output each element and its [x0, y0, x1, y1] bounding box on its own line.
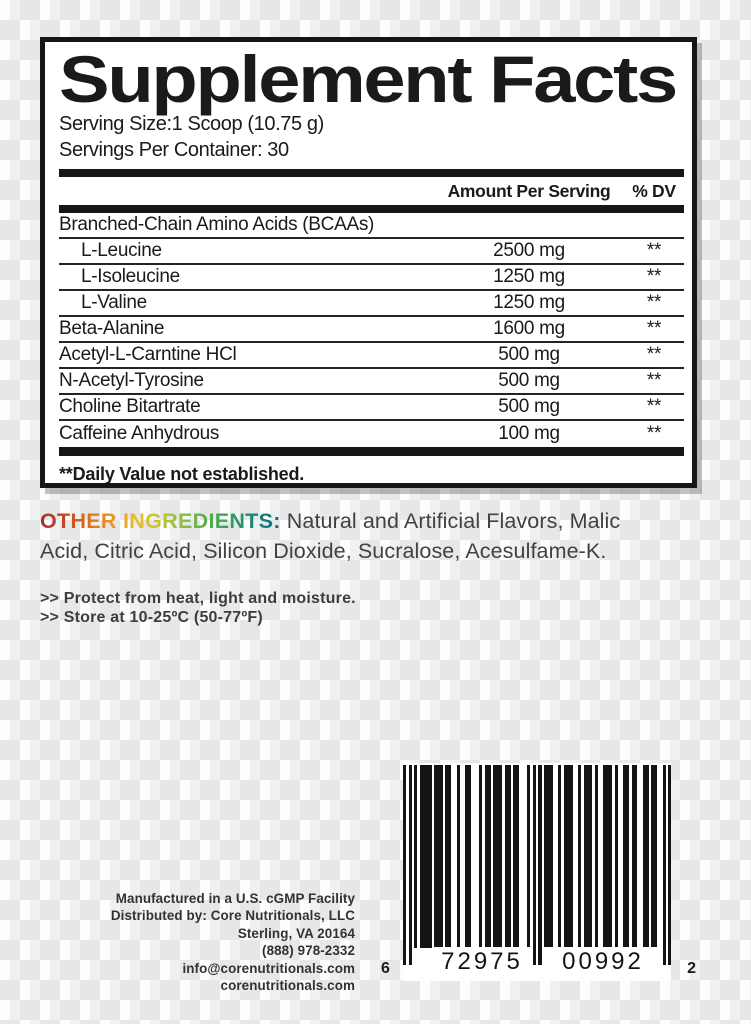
ingredient-amount: 500 mg [498, 370, 560, 391]
distributor-line: Distributed by: Core Nutritionals, LLC [110, 908, 355, 924]
ingredient-name: Choline Bitartrate [59, 396, 201, 417]
ingredient-amount: 1250 mg [493, 266, 565, 287]
dv-footnote: **Daily Value not established. [59, 464, 305, 484]
ingredient-dv: ** [646, 344, 662, 365]
ingredient-amount: 100 mg [498, 423, 560, 444]
storage-notes [40, 589, 356, 627]
ingredient-amount: 1250 mg [493, 292, 565, 313]
table-row [59, 395, 684, 421]
ingredient-name: Branched-Chain Amino Acids (BCAAs) [59, 214, 375, 235]
table-row [59, 265, 684, 291]
ingredient-name: L-Isoleucine [81, 266, 180, 287]
distributor-line: info@corenutritionals.com [182, 960, 355, 976]
ingredient-dv: ** [646, 318, 662, 339]
table-row [59, 239, 684, 265]
barcode [381, 763, 696, 981]
ingredient-name: L-Leucine [81, 240, 162, 261]
panel-title: Supplement Facts [59, 42, 676, 116]
table-row [59, 343, 684, 369]
distributor-line: Manufactured in a U.S. cGMP Facility [115, 891, 355, 906]
distributor-line: corenutritionals.com [220, 978, 355, 994]
ingredient-dv: ** [646, 266, 662, 287]
percent-dv-header: % DV [632, 180, 676, 201]
serving-size: Serving Size:1 Scoop (10.75 g) [59, 113, 324, 135]
ingredient-name: Beta-Alanine [59, 318, 165, 339]
supplement-facts-panel [40, 37, 697, 488]
other-ingredients [40, 506, 658, 566]
other-ingredients-text: Natural and Artificial Flavors, Malic Acid, Citric Acid, Silicon Dioxide, Sucralose, Acesulfame-K. [40, 509, 621, 563]
barcode-digit-last: 2 [687, 960, 696, 977]
ingredient-amount: 500 mg [498, 396, 560, 417]
ingredient-name: N-Acetyl-Tyrosine [59, 370, 204, 391]
storage-note-heat: >> Protect from heat, light and moisture. [40, 590, 356, 607]
amount-per-serving-header: Amount Per Serving [447, 180, 611, 201]
divider-thick-bottom [59, 447, 684, 456]
divider-thick-header [59, 205, 684, 213]
divider-thick-top [59, 169, 684, 177]
table-row [59, 369, 684, 395]
ingredient-amount: 2500 mg [493, 240, 565, 261]
table-row [59, 317, 684, 343]
ingredient-dv: ** [646, 240, 662, 261]
ingredient-amount: 1600 mg [493, 318, 565, 339]
table-row [59, 213, 684, 239]
ingredient-amount: 500 mg [498, 344, 560, 365]
barcode-digits-left: 72975 [434, 947, 530, 977]
table-row [59, 421, 684, 447]
barcode-digits-right: 00992 [544, 947, 662, 977]
storage-note-temp: >> Store at 10-25ºC (50-77ºF) [40, 609, 263, 626]
servings-per-container: Servings Per Container: 30 [59, 139, 289, 161]
ingredient-name: L-Valine [81, 292, 147, 313]
ingredient-dv: ** [646, 423, 662, 444]
distributor-line: Sterling, VA 20164 [237, 925, 355, 941]
ingredient-name: Caffeine Anhydrous [59, 423, 220, 444]
ingredient-name: Acetyl-L-Carntine HCl [59, 344, 237, 365]
barcode-digit-first: 6 [381, 960, 390, 977]
facts-table [59, 213, 684, 447]
other-ingredients-label: OTHER INGREDIENTS: [40, 509, 281, 533]
distributor-line: (888) 978-2332 [262, 943, 355, 959]
ingredient-dv: ** [646, 370, 662, 391]
distributor-block [60, 890, 355, 994]
table-row [59, 291, 684, 317]
table-header [59, 177, 684, 205]
ingredient-dv: ** [646, 396, 662, 417]
ingredient-dv: ** [646, 292, 662, 313]
